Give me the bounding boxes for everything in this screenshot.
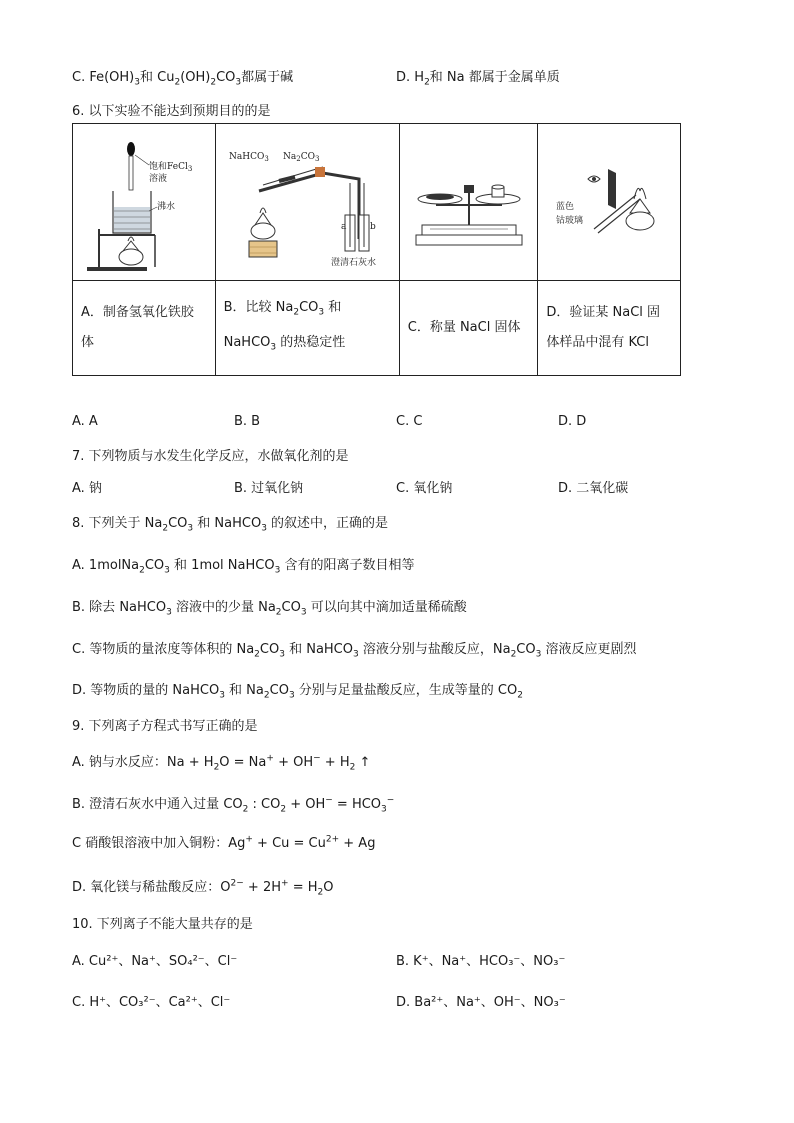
q6-stem: 6. 以下实验不能达到预期目的的是 bbox=[72, 104, 271, 119]
q7-stem: 7. 下列物质与水发生化学反应，水做氧化剂的是 bbox=[72, 449, 349, 464]
q8-option-a: A. $1molNa_2CO_3$ 和 1mol NaHCO$_3$ 含有的阳离子数目相等 bbox=[72, 558, 415, 576]
fig-b-cell bbox=[215, 124, 399, 281]
fig-d-label-cobalt: 钴玻璃 bbox=[556, 216, 584, 226]
q5-option-c: C. $Fe(OH)_3$和 $Cu_2(OH)_2CO_3$都属于碱 bbox=[72, 70, 294, 88]
q6-option-a: A. A bbox=[72, 414, 98, 429]
q5-option-d: D. $H_2$和 Na 都属于金属单质 bbox=[396, 70, 560, 88]
fig-b-thermal-apparatus bbox=[219, 129, 395, 275]
fig-d-flame-test bbox=[544, 129, 674, 275]
q8-option-c: C. 等物质的量浓度等体积的 $Na_2CO_3$ 和 NaHCO$_3$ 溶液分别与盐酸反应，$Na_2CO_3$ 溶液反应更剧烈 bbox=[72, 642, 637, 660]
fig-a-label-water: 沸水 bbox=[156, 202, 175, 212]
q7-option-b: B. 过氧化钠 bbox=[234, 481, 304, 496]
q6-option-d: D. D bbox=[558, 414, 587, 429]
caption-d: D．验证某 NaCl 固 体样品中混有 KCl bbox=[538, 281, 681, 376]
q10-option-c: C. H⁺、CO₃²⁻、Ca²⁺、Cl⁻ bbox=[72, 995, 231, 1010]
q6-option-c: C. C bbox=[396, 414, 423, 429]
q7-option-a: A. 钠 bbox=[72, 481, 102, 496]
q9-option-b: B. 澄清石灰水中通入过量 $CO_2$ : $CO_2 + OH^- = HCO_3^-$ bbox=[72, 795, 395, 815]
fig-a-label-fecl3: 饱和FeCl$_3$ bbox=[148, 162, 193, 173]
fig-b-label-na2co3: $Na_2CO_3$ bbox=[283, 152, 320, 163]
q9-option-c: C 硝酸银溶液中加入铜粉：$Ag^+ + Cu = Cu^{2+} + Ag$ bbox=[72, 834, 376, 851]
q6-experiment-table bbox=[72, 123, 681, 376]
fig-c-cell bbox=[399, 124, 538, 281]
fig-a-label-solution: 溶液 bbox=[148, 174, 167, 184]
fig-a-colloid-apparatus bbox=[79, 129, 209, 275]
q7-option-d: D. 二氧化碳 bbox=[558, 481, 629, 496]
caption-b: B．比较 $Na_2CO_3$ 和 NaHCO$_3$ 的热稳定性 bbox=[215, 281, 399, 376]
q10-option-a: A. Cu²⁺、Na⁺、SO₄²⁻、Cl⁻ bbox=[72, 954, 238, 969]
fig-b-label-limewater: 澄清石灰水 bbox=[331, 258, 377, 268]
fig-c-balance bbox=[406, 129, 532, 275]
caption-c: C．称量 NaCl 固体 bbox=[399, 281, 538, 376]
caption-a: A．制备氢氧化铁胶 体 bbox=[73, 281, 216, 376]
q9-stem: 9. 下列离子方程式书写正确的是 bbox=[72, 719, 258, 734]
fig-d-cell bbox=[538, 124, 681, 281]
q8-option-d: D. 等物质的量的 NaHCO$_3$ 和 $Na_2CO_3$ 分别与足量盐酸反应，生成等量的 $CO_2$ bbox=[72, 683, 523, 701]
fig-a-cell bbox=[73, 124, 216, 281]
q10-option-b: B. K⁺、Na⁺、HCO₃⁻、NO₃⁻ bbox=[396, 954, 566, 969]
fig-b-label-a: a bbox=[341, 222, 347, 232]
q10-option-d: D. Ba²⁺、Na⁺、OH⁻、NO₃⁻ bbox=[396, 995, 566, 1010]
q9-option-a: A. 钠与水反应：$Na + H_2O = Na^+ + OH^- + H_2$ ↑ bbox=[72, 753, 371, 773]
q7-option-c: C. 氧化钠 bbox=[396, 481, 453, 496]
q9-option-d: D. 氧化镁与稀盐酸反应：$O^{2-} + 2H^+ = H_2O$ bbox=[72, 878, 334, 898]
q10-stem: 10. 下列离子不能大量共存的是 bbox=[72, 917, 253, 932]
fig-b-label-b: b bbox=[370, 222, 376, 232]
q6-option-b: B. B bbox=[234, 414, 261, 429]
q8-stem: 8. 下列关于 $Na_2CO_3$ 和 NaHCO$_3$ 的叙述中，正确的是 bbox=[72, 516, 389, 534]
q8-option-b: B. 除去 NaHCO$_3$ 溶液中的少量 $Na_2CO_3$ 可以向其中滴加适量稀硫酸 bbox=[72, 600, 467, 618]
fig-d-label-blue: 蓝色 bbox=[556, 202, 575, 212]
fig-b-label-nahco3: NaHCO$_3$ bbox=[229, 152, 269, 163]
